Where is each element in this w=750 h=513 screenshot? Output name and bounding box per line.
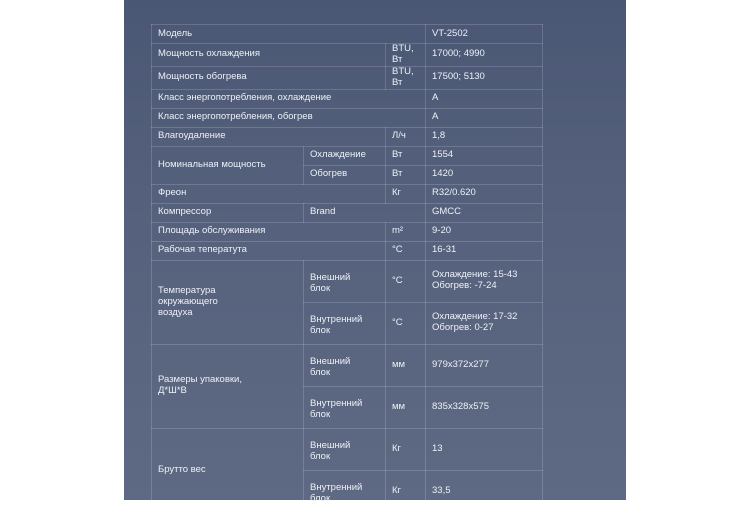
spec-value: VT-2502 bbox=[426, 25, 543, 44]
spec-sublabel: Охлаждение bbox=[304, 146, 386, 165]
spec-unit: BTU, Вт bbox=[386, 44, 426, 67]
spec-label: Площадь обслуживания bbox=[152, 222, 386, 241]
spec-unit: Кг bbox=[386, 184, 426, 203]
spec-value: Охлаждение: 17-32 Обогрев: 0-27 bbox=[426, 302, 543, 344]
spec-unit: m² bbox=[386, 222, 426, 241]
table-row-ambient-outdoor bbox=[152, 260, 543, 302]
spec-value: 17500; 5130 bbox=[426, 66, 543, 89]
spec-label: Мощность охлаждения bbox=[152, 44, 386, 67]
table-row-compressor bbox=[152, 203, 543, 222]
spec-label: Мощность обогрева bbox=[152, 66, 386, 89]
spec-unit: °C bbox=[386, 241, 426, 260]
spec-label: Размеры упаковки, Д*Ш*В bbox=[152, 344, 304, 428]
spec-label: Брутто вес bbox=[152, 428, 304, 512]
spec-sublabel: Внешний блок bbox=[304, 428, 386, 470]
table-row-package-outdoor bbox=[152, 344, 543, 386]
spec-value: 1,8 bbox=[426, 127, 543, 146]
spec-value: Охлаждение: 15-43 Обогрев: -7-24 bbox=[426, 260, 543, 302]
table-row-heating-power bbox=[152, 66, 543, 89]
spec-sublabel: Внутренний блок bbox=[304, 470, 386, 512]
spec-label: Номинальная мощность bbox=[152, 146, 304, 184]
spec-unit: °C bbox=[386, 302, 426, 344]
spec-sublabel: Внутренний блок bbox=[304, 386, 386, 428]
spec-unit: Вт bbox=[386, 146, 426, 165]
spec-unit: Вт bbox=[386, 165, 426, 184]
spec-sublabel: Внешний блок bbox=[304, 260, 386, 302]
spec-value: A bbox=[426, 108, 543, 127]
spec-label: Класс энергопотребления, обогрев bbox=[152, 108, 426, 127]
spec-value: 16-31 bbox=[426, 241, 543, 260]
spec-label: Рабочая теператута bbox=[152, 241, 386, 260]
spec-value: 33,5 bbox=[426, 470, 543, 512]
spec-unit: мм bbox=[386, 344, 426, 386]
table-row-gross-outdoor bbox=[152, 428, 543, 470]
spec-value: 1420 bbox=[426, 165, 543, 184]
table-row-energy-class-cooling bbox=[152, 89, 543, 108]
spec-label: Модель bbox=[152, 25, 426, 44]
spec-label: Температура окружающего воздуха bbox=[152, 260, 304, 344]
spec-value: A bbox=[426, 89, 543, 108]
table-row-model bbox=[152, 25, 543, 44]
table-row-cooling-power bbox=[152, 44, 543, 67]
spec-sublabel: Внутренний блок bbox=[304, 302, 386, 344]
spec-value: 835x328x575 bbox=[426, 386, 543, 428]
table-row-nominal-cooling bbox=[152, 146, 543, 165]
table-row-freon bbox=[152, 184, 543, 203]
spec-sublabel: Внешний блок bbox=[304, 344, 386, 386]
spec-label: Класс энергопотребления, охлаждение bbox=[152, 89, 426, 108]
spec-unit: °C bbox=[386, 260, 426, 302]
spec-value: 979x372x277 bbox=[426, 344, 543, 386]
table-row-dehumidification bbox=[152, 127, 543, 146]
table-row-work-temp bbox=[152, 241, 543, 260]
table-row-energy-class-heating bbox=[152, 108, 543, 127]
spec-unit: Кг bbox=[386, 428, 426, 470]
spec-value: 1554 bbox=[426, 146, 543, 165]
spec-value: 13 bbox=[426, 428, 543, 470]
spec-label: Компрессор bbox=[152, 203, 304, 222]
spec-sublabel: Brand bbox=[304, 203, 426, 222]
spec-unit: Кг bbox=[386, 470, 426, 512]
spec-table bbox=[151, 24, 543, 513]
spec-value: GMCC bbox=[426, 203, 543, 222]
spec-label: Фреон bbox=[152, 184, 386, 203]
spec-sublabel: Обогрев bbox=[304, 165, 386, 184]
spec-unit: Л/ч bbox=[386, 127, 426, 146]
spec-value: 17000; 4990 bbox=[426, 44, 543, 67]
spec-unit: BTU, Вт bbox=[386, 66, 426, 89]
spec-value: 9-20 bbox=[426, 222, 543, 241]
spec-value: R32/0.620 bbox=[426, 184, 543, 203]
table-row-area bbox=[152, 222, 543, 241]
spec-label: Влагоудаление bbox=[152, 127, 386, 146]
spec-unit: мм bbox=[386, 386, 426, 428]
